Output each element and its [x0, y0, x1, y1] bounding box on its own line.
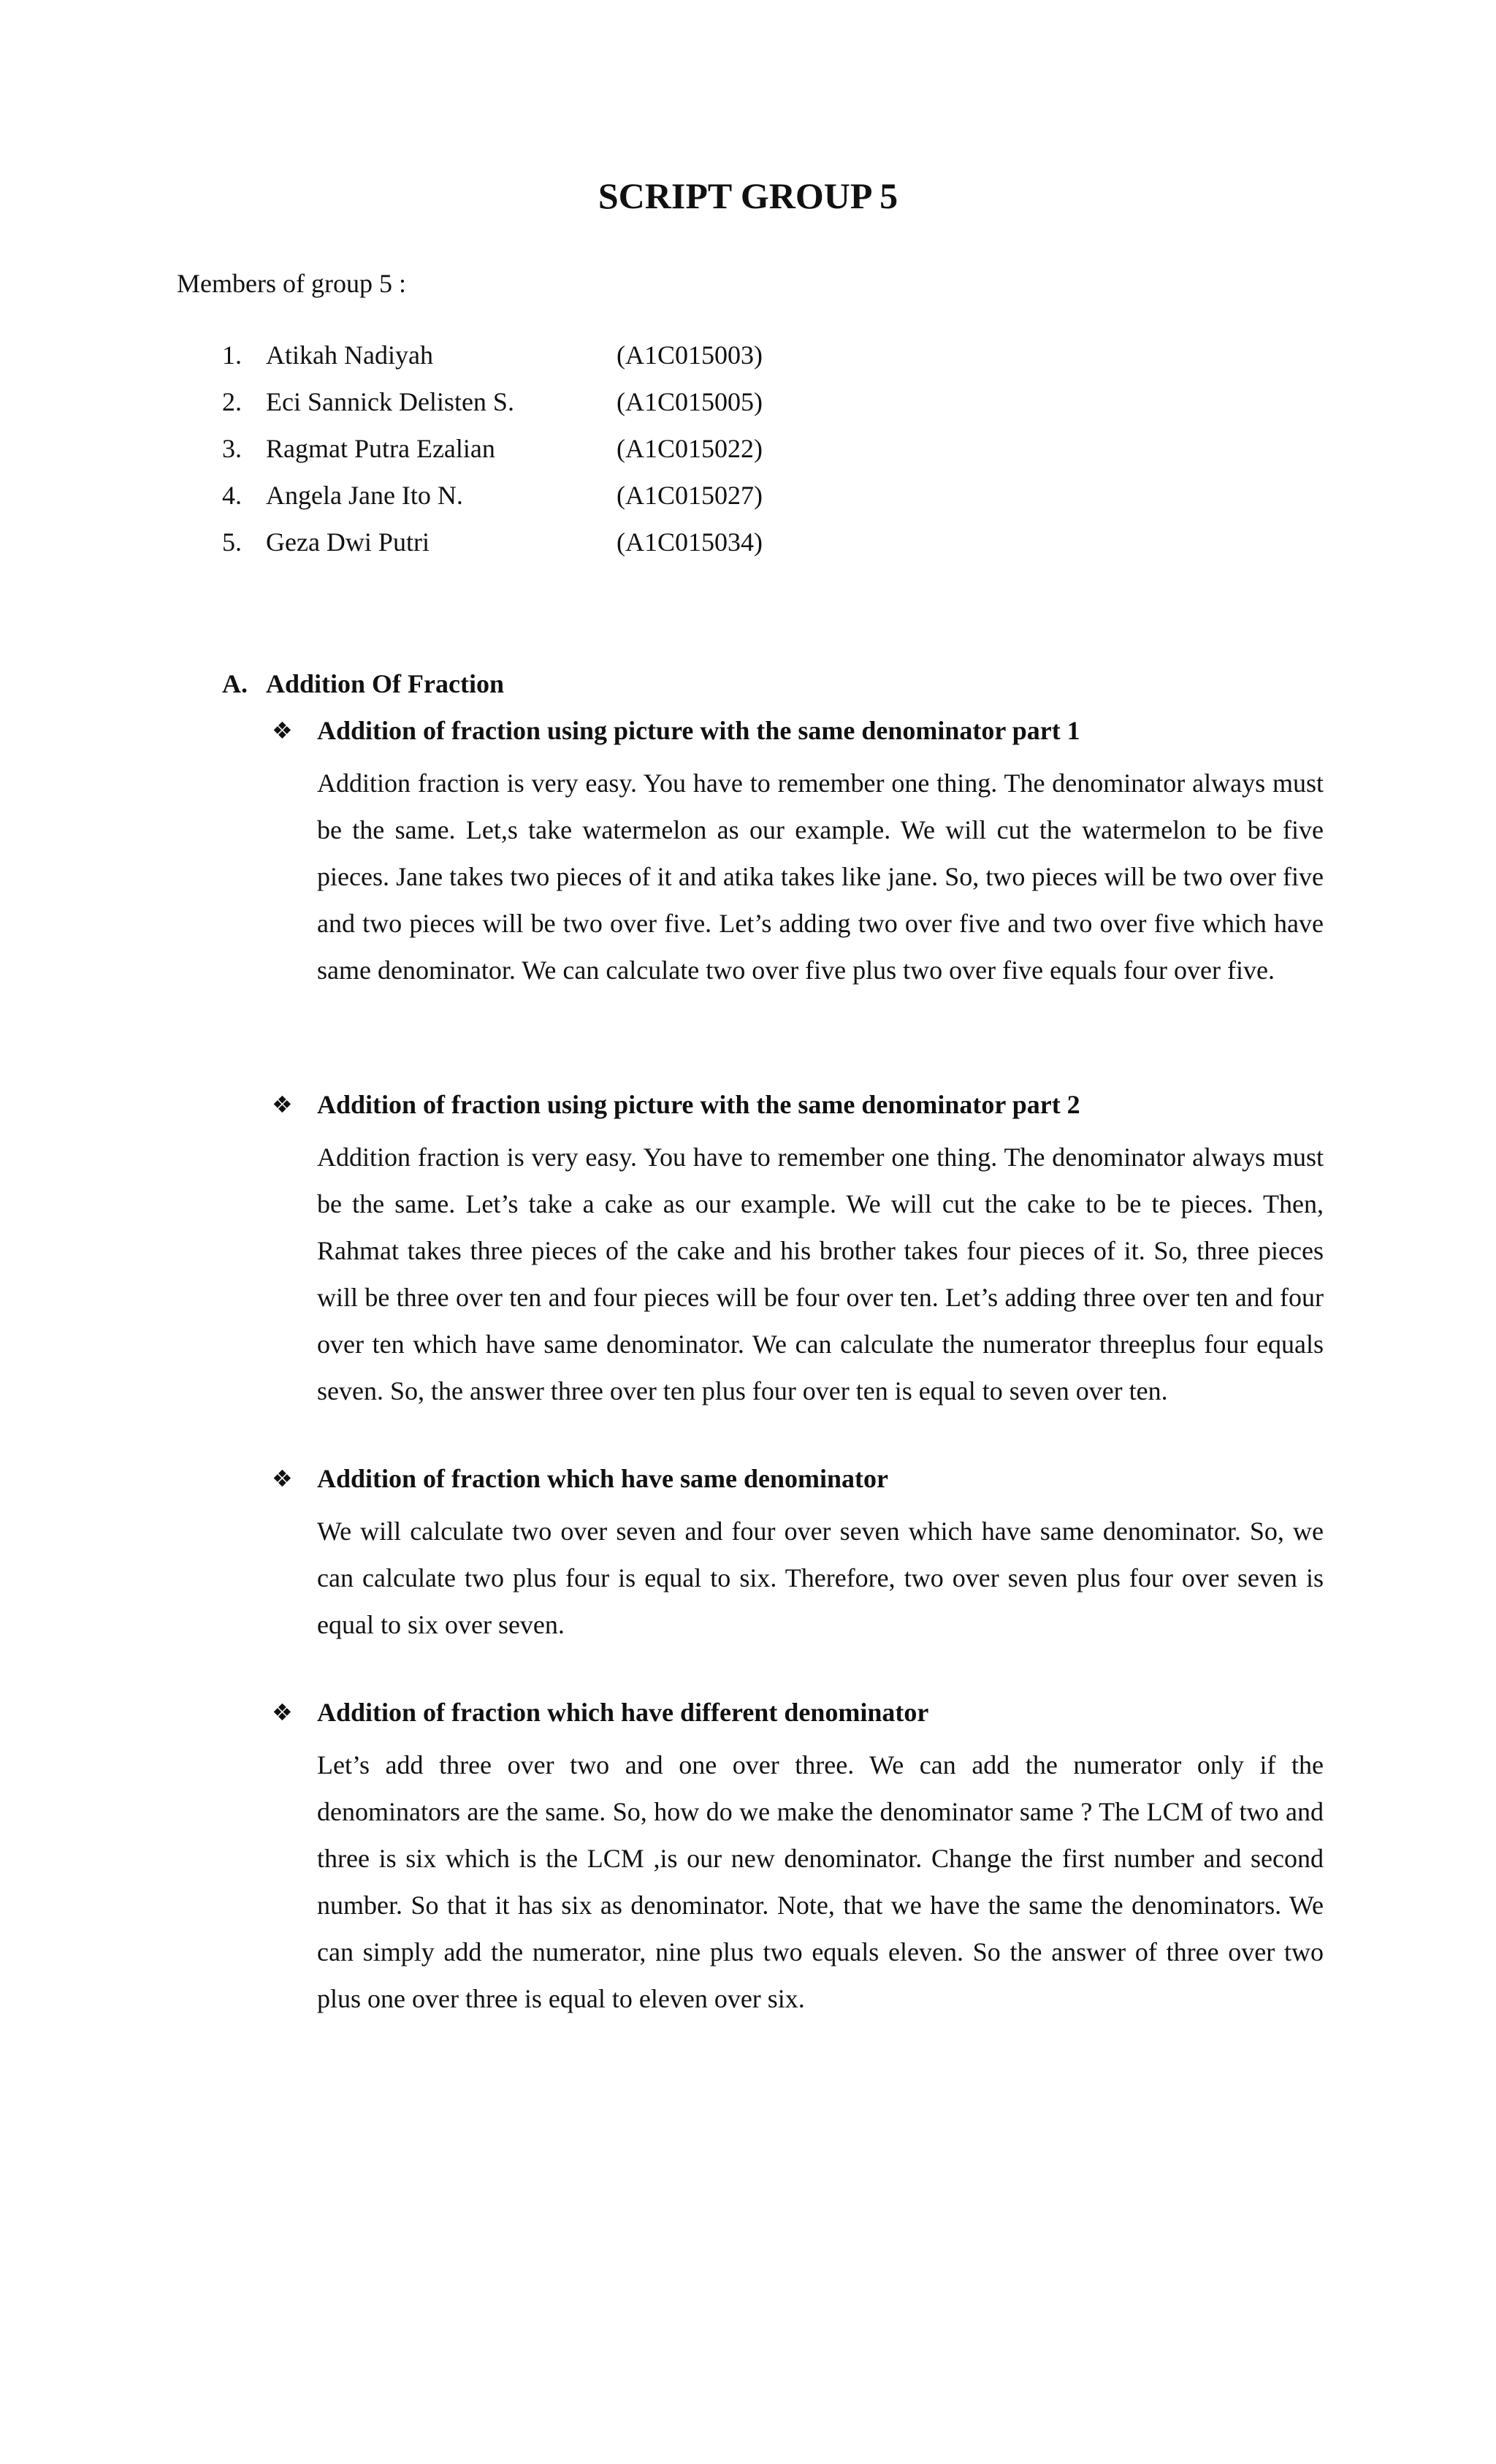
subsection-heading: Addition of fraction using picture with the same denominator part 1	[317, 716, 1080, 745]
diamond-bullet-icon: ❖	[272, 1091, 293, 1118]
member-id: (A1C015022)	[617, 434, 763, 463]
member-number: 2.	[222, 387, 242, 416]
subsection-paragraph: Let’s add three over two and one over three. We can add the numerator only if the denominators are the same. So, how do we make the denominator same ? The LCM of two and three is six which is the LCM ,is our new denominator. Change the first number and second number. So that it has six as denominator. Note, that we have the same the denominators. We can simply add the numerator, nine plus two equals eleven. So the answer of three over two plus one over three is equal to eleven over six.	[317, 1750, 1324, 2013]
section-title: Addition Of Fraction	[266, 669, 505, 698]
members-intro: Members of group 5 :	[177, 269, 406, 298]
subsection-heading: Addition of fraction using picture with the same denominator part 2	[317, 1090, 1080, 1119]
member-number: 4.	[222, 481, 242, 510]
diamond-bullet-icon: ❖	[272, 1698, 293, 1726]
section-letter: A.	[222, 669, 248, 698]
member-id: (A1C015005)	[617, 387, 763, 416]
member-name: Eci Sannick Delisten S.	[266, 387, 514, 416]
subsection-paragraph: Addition fraction is very easy. You have to remember one thing. The denominator always must be the same. Let’s take a cake as our example. We will cut the cake to be te pieces. Then, Rahmat takes three pieces of the cake and his brother takes four pieces of it. So, three pieces will be three over ten and four pieces will be four over ten. Let’s adding three over ten and four over ten which have same denominator. We can calculate the numerator threeplus four equals seven. So, the answer three over ten plus four over ten is equal to seven over ten.	[317, 1143, 1324, 1405]
member-id: (A1C015003)	[617, 340, 763, 370]
diamond-bullet-icon: ❖	[272, 717, 293, 744]
subsection-heading: Addition of fraction which have different denominator	[317, 1698, 929, 1727]
subsection-heading: Addition of fraction which have same denominator	[317, 1464, 888, 1493]
page-title: SCRIPT GROUP 5	[598, 175, 898, 216]
member-number: 3.	[222, 434, 242, 463]
diamond-bullet-icon: ❖	[272, 1465, 293, 1492]
member-id: (A1C015027)	[617, 481, 763, 510]
member-id: (A1C015034)	[617, 527, 763, 557]
member-name: Ragmat Putra Ezalian	[266, 434, 495, 463]
member-number: 1.	[222, 340, 242, 370]
subsection-paragraph: We will calculate two over seven and four over seven which have same denominator. So, we can calculate two plus four is equal to six. Therefore, two over seven plus four over seven is equal to six over seven.	[317, 1517, 1324, 1639]
member-number: 5.	[222, 527, 242, 557]
member-name: Atikah Nadiyah	[266, 340, 433, 370]
member-name: Angela Jane Ito N.	[266, 481, 463, 510]
member-name: Geza Dwi Putri	[266, 527, 430, 557]
subsection-paragraph: Addition fraction is very easy. You have to remember one thing. The denominator always must be the same. Let,s take watermelon as our example. We will cut the watermelon to be five pieces. Jane takes two pieces of it and atika takes like jane. So, two pieces will be two over five and two pieces will be two over five. Let’s adding two over five and two over five which have same denominator. We can calculate two over five plus two over five equals four over five.	[317, 768, 1324, 985]
